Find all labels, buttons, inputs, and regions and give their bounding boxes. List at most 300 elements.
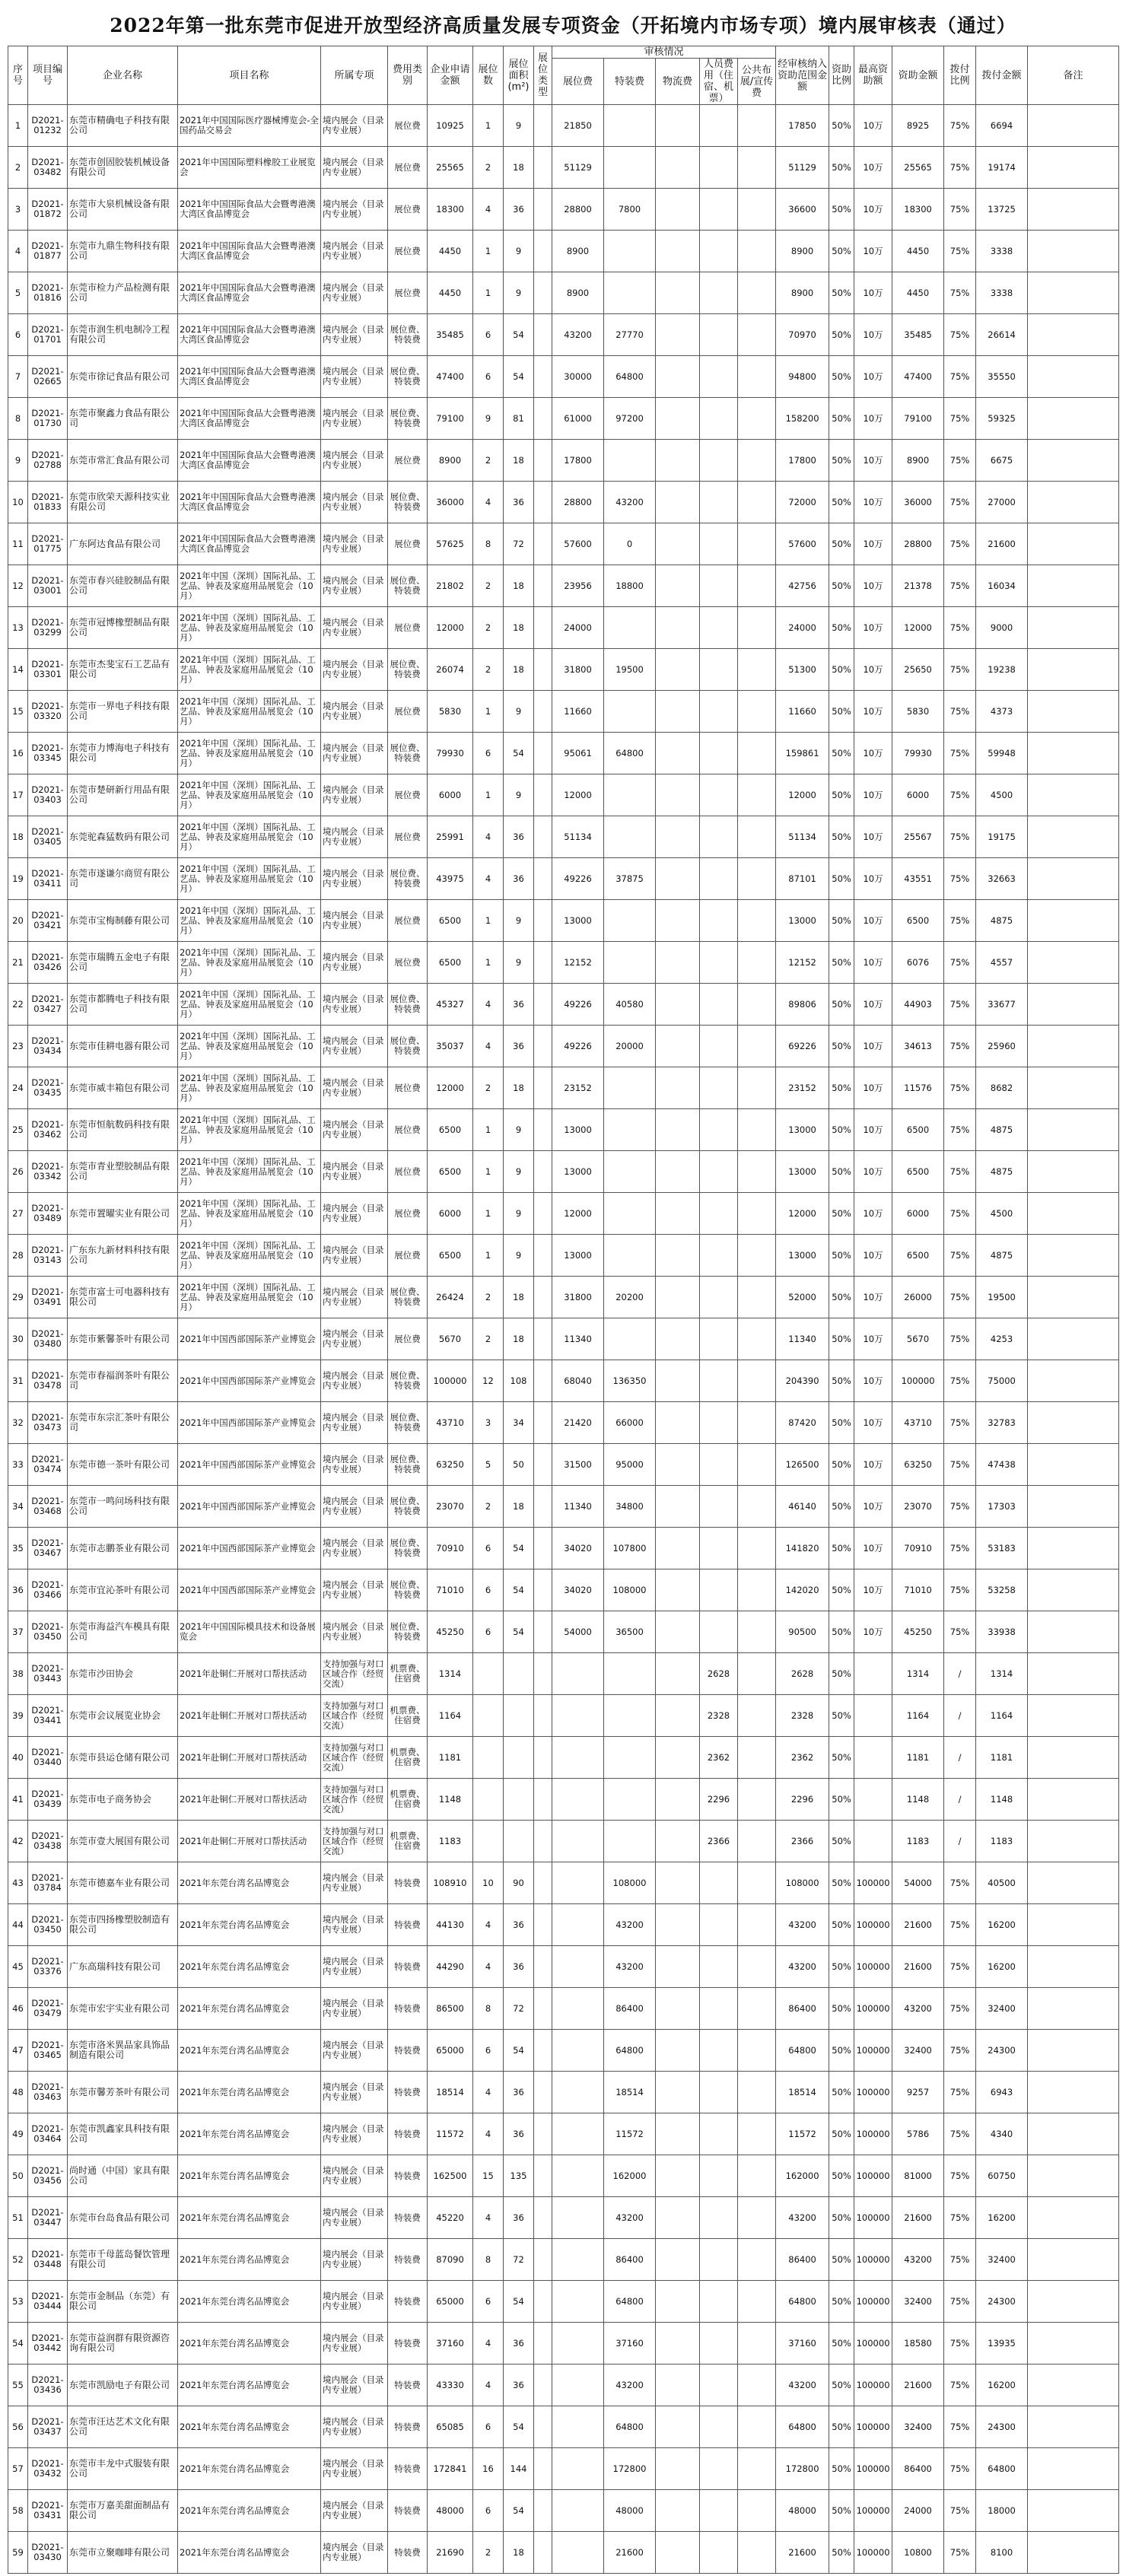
cell-public xyxy=(738,1318,776,1360)
cell-no: 1 xyxy=(8,105,28,147)
cell-booth-type xyxy=(534,1988,552,2030)
cell-project-id: D2021-03439 xyxy=(28,1779,68,1821)
cell-booths: 2 xyxy=(473,607,504,649)
cell-apply-amount: 10925 xyxy=(428,105,473,147)
cell-remark xyxy=(1028,2532,1119,2574)
cell-approved: 87101 xyxy=(776,858,829,900)
cell-alloc-ratio: / xyxy=(944,1737,976,1779)
cell-category: 境内展会（目录内专业展） xyxy=(321,189,388,231)
cell-remark xyxy=(1028,1821,1119,1862)
cell-alloc-amount: 64800 xyxy=(976,2448,1028,2490)
table-row xyxy=(8,231,1119,272)
cell-special-fee: 43200 xyxy=(604,2197,656,2239)
cell-no: 19 xyxy=(8,858,28,900)
cell-personnel xyxy=(700,440,738,482)
cell-special-fee xyxy=(604,105,656,147)
cell-fee-type: 展位费、特装费 xyxy=(388,1277,428,1318)
cell-logistics xyxy=(656,1821,700,1862)
cell-apply-amount: 6500 xyxy=(428,900,473,942)
cell-max: 10万 xyxy=(854,649,892,691)
cell-grant: 79100 xyxy=(892,398,944,440)
cell-ratio: 50% xyxy=(829,733,854,774)
cell-grant: 5830 xyxy=(892,691,944,733)
cell-company: 东莞市宏宇实业有限公司 xyxy=(68,1988,178,2030)
table-row xyxy=(8,733,1119,774)
cell-fee-type: 展位费、特装费 xyxy=(388,1528,428,1569)
cell-booth-type xyxy=(534,523,552,565)
table-row xyxy=(8,314,1119,356)
cell-booths: 1 xyxy=(473,1193,504,1235)
cell-no: 12 xyxy=(8,565,28,607)
cell-category: 境内展会（目录内专业展） xyxy=(321,1528,388,1569)
cell-personnel xyxy=(700,105,738,147)
cell-project-id: D2021-03299 xyxy=(28,607,68,649)
cell-logistics xyxy=(656,816,700,858)
cell-area: 54 xyxy=(504,2281,534,2323)
cell-no: 43 xyxy=(8,1862,28,1904)
cell-remark xyxy=(1028,733,1119,774)
cell-category: 境内展会（目录内专业展） xyxy=(321,2365,388,2406)
cell-personnel xyxy=(700,1486,738,1528)
cell-booth-type xyxy=(534,984,552,1026)
cell-apply-amount: 11572 xyxy=(428,2113,473,2155)
cell-ratio: 50% xyxy=(829,398,854,440)
cell-fee-type: 展位费、特装费 xyxy=(388,1402,428,1444)
cell-project-id: D2021-03427 xyxy=(28,984,68,1026)
cell-personnel xyxy=(700,2365,738,2406)
cell-grant: 35485 xyxy=(892,314,944,356)
header-public: 公共布展/宣传费 xyxy=(738,59,776,105)
cell-approved: 11660 xyxy=(776,691,829,733)
cell-special-fee: 40580 xyxy=(604,984,656,1026)
table-row xyxy=(8,2323,1119,2365)
cell-remark xyxy=(1028,1026,1119,1067)
table-row xyxy=(8,1444,1119,1486)
cell-no: 7 xyxy=(8,356,28,398)
cell-project-id: D2021-03301 xyxy=(28,649,68,691)
cell-apply-amount: 4450 xyxy=(428,231,473,272)
header-booths: 展位数 xyxy=(473,46,504,105)
cell-project-id: D2021-03426 xyxy=(28,942,68,984)
cell-category: 境内展会（目录内专业展） xyxy=(321,2155,388,2197)
cell-category: 境内展会（目录内专业展） xyxy=(321,607,388,649)
cell-alloc-ratio: 75% xyxy=(944,1946,976,1988)
cell-alloc-amount: 47438 xyxy=(976,1444,1028,1486)
cell-project: 2021年中国国际食品大会暨粤港澳大湾区食品博览会 xyxy=(178,482,321,523)
cell-category: 支持加强与对口区域合作（经贸交流） xyxy=(321,1737,388,1779)
cell-approved: 70970 xyxy=(776,314,829,356)
cell-special-fee: 19500 xyxy=(604,649,656,691)
cell-fee-type: 展位费、特装费 xyxy=(388,565,428,607)
cell-ratio: 50% xyxy=(829,858,854,900)
cell-max: 10万 xyxy=(854,482,892,523)
cell-project-id: D2021-03320 xyxy=(28,691,68,733)
cell-fee-type: 特装费 xyxy=(388,2365,428,2406)
cell-public xyxy=(738,942,776,984)
cell-category: 境内展会（目录内专业展） xyxy=(321,774,388,816)
cell-max: 10万 xyxy=(854,1402,892,1444)
cell-alloc-amount: 18000 xyxy=(976,2490,1028,2532)
cell-max: 10万 xyxy=(854,1026,892,1067)
cell-fee-type: 特装费 xyxy=(388,1862,428,1904)
table-row xyxy=(8,482,1119,523)
cell-logistics xyxy=(656,105,700,147)
cell-logistics xyxy=(656,440,700,482)
cell-grant: 54000 xyxy=(892,1862,944,1904)
cell-fee-type: 展位费 xyxy=(388,272,428,314)
cell-no: 17 xyxy=(8,774,28,816)
cell-max: 10万 xyxy=(854,398,892,440)
cell-ratio: 50% xyxy=(829,2281,854,2323)
cell-company: 东莞市冠博橡塑制品有限公司 xyxy=(68,607,178,649)
cell-booths: 4 xyxy=(473,858,504,900)
cell-project: 2021年东莞台湾名品博览会 xyxy=(178,1946,321,1988)
cell-personnel xyxy=(700,2532,738,2574)
cell-approved: 57600 xyxy=(776,523,829,565)
cell-apply-amount: 172841 xyxy=(428,2448,473,2490)
cell-area: 72 xyxy=(504,1988,534,2030)
cell-alloc-ratio: 75% xyxy=(944,1528,976,1569)
cell-category: 境内展会（目录内专业展） xyxy=(321,2448,388,2490)
cell-alloc-amount: 4875 xyxy=(976,1235,1028,1277)
cell-project: 2021年赴铜仁开展对口帮扶活动 xyxy=(178,1779,321,1821)
cell-ratio: 50% xyxy=(829,1067,854,1109)
cell-project-id: D2021-01730 xyxy=(28,398,68,440)
cell-fee-type: 展位费、特装费 xyxy=(388,1444,428,1486)
cell-max: 10万 xyxy=(854,1444,892,1486)
cell-company: 东莞市精确电子科技有限公司 xyxy=(68,105,178,147)
cell-project-id: D2021-03438 xyxy=(28,1821,68,1862)
cell-alloc-ratio: 75% xyxy=(944,231,976,272)
cell-approved: 89806 xyxy=(776,984,829,1026)
cell-category: 境内展会（目录内专业展） xyxy=(321,2113,388,2155)
cell-remark xyxy=(1028,440,1119,482)
cell-category: 境内展会（目录内专业展） xyxy=(321,2490,388,2532)
cell-booth-type xyxy=(534,1695,552,1737)
cell-logistics xyxy=(656,1946,700,1988)
cell-booth-fee: 23956 xyxy=(552,565,604,607)
cell-alloc-ratio: 75% xyxy=(944,1988,976,2030)
cell-max: 10万 xyxy=(854,607,892,649)
cell-alloc-ratio: 75% xyxy=(944,1277,976,1318)
cell-alloc-amount: 13935 xyxy=(976,2323,1028,2365)
cell-logistics xyxy=(656,2197,700,2239)
cell-apply-amount: 35485 xyxy=(428,314,473,356)
table-row xyxy=(8,189,1119,231)
cell-grant: 18300 xyxy=(892,189,944,231)
cell-fee-type: 机票费、住宿费 xyxy=(388,1737,428,1779)
cell-booth-type xyxy=(534,1946,552,1988)
cell-project: 2021年东莞台湾名品博览会 xyxy=(178,1862,321,1904)
cell-booth-type xyxy=(534,2448,552,2490)
cell-grant: 8925 xyxy=(892,105,944,147)
cell-remark xyxy=(1028,1277,1119,1318)
cell-area: 54 xyxy=(504,2406,534,2448)
cell-project: 2021年赴铜仁开展对口帮扶活动 xyxy=(178,1821,321,1862)
cell-fee-type: 特装费 xyxy=(388,2448,428,2490)
cell-alloc-ratio: 75% xyxy=(944,1611,976,1653)
cell-company: 东莞市杰斐宝石工艺品有限公司 xyxy=(68,649,178,691)
cell-remark xyxy=(1028,523,1119,565)
cell-booths: 4 xyxy=(473,1026,504,1067)
cell-company: 东莞市沙田协会 xyxy=(68,1653,178,1695)
cell-project: 2021年赴铜仁开展对口帮扶活动 xyxy=(178,1695,321,1737)
cell-logistics xyxy=(656,1402,700,1444)
cell-alloc-ratio: 75% xyxy=(944,1193,976,1235)
cell-alloc-amount: 4340 xyxy=(976,2113,1028,2155)
cell-logistics xyxy=(656,1067,700,1109)
cell-logistics xyxy=(656,1737,700,1779)
cell-apply-amount: 1183 xyxy=(428,1821,473,1862)
cell-grant: 25567 xyxy=(892,816,944,858)
header-company: 企业名称 xyxy=(68,46,178,105)
cell-logistics xyxy=(656,900,700,942)
cell-special-fee: 162000 xyxy=(604,2155,656,2197)
cell-approved: 11572 xyxy=(776,2113,829,2155)
cell-logistics xyxy=(656,2448,700,2490)
cell-booths: 4 xyxy=(473,2072,504,2113)
cell-alloc-ratio: / xyxy=(944,1695,976,1737)
cell-company: 东莞市汪达艺术文化有限公司 xyxy=(68,2406,178,2448)
cell-ratio: 50% xyxy=(829,649,854,691)
cell-project: 2021年中国西部国际茶产业博览会 xyxy=(178,1402,321,1444)
cell-category: 境内展会（目录内专业展） xyxy=(321,1862,388,1904)
cell-max: 100000 xyxy=(854,1862,892,1904)
cell-apply-amount: 6500 xyxy=(428,942,473,984)
cell-project: 2021年中国（深圳）国际礼品、工艺品、钟表及家庭用品展览会（10月） xyxy=(178,858,321,900)
cell-special-fee xyxy=(604,1235,656,1277)
cell-category: 境内展会（目录内专业展） xyxy=(321,356,388,398)
cell-remark xyxy=(1028,607,1119,649)
cell-approved: 51300 xyxy=(776,649,829,691)
cell-booth-fee: 28800 xyxy=(552,482,604,523)
cell-category: 境内展会（目录内专业展） xyxy=(321,858,388,900)
cell-booths: 6 xyxy=(473,1611,504,1653)
cell-special-fee: 95000 xyxy=(604,1444,656,1486)
cell-public xyxy=(738,2490,776,2532)
cell-booth-type xyxy=(534,356,552,398)
header-project-id: 项目编号 xyxy=(28,46,68,105)
cell-special-fee xyxy=(604,1695,656,1737)
cell-remark xyxy=(1028,1695,1119,1737)
cell-alloc-ratio: 75% xyxy=(944,1318,976,1360)
cell-remark xyxy=(1028,314,1119,356)
cell-ratio: 50% xyxy=(829,984,854,1026)
cell-booth-fee: 31800 xyxy=(552,1277,604,1318)
cell-approved: 87420 xyxy=(776,1402,829,1444)
cell-special-fee: 64800 xyxy=(604,733,656,774)
cell-logistics xyxy=(656,942,700,984)
cell-public xyxy=(738,607,776,649)
cell-apply-amount: 21802 xyxy=(428,565,473,607)
cell-no: 36 xyxy=(8,1569,28,1611)
cell-personnel xyxy=(700,2406,738,2448)
cell-public xyxy=(738,2406,776,2448)
cell-logistics xyxy=(656,649,700,691)
cell-personnel xyxy=(700,1277,738,1318)
cell-remark xyxy=(1028,1402,1119,1444)
header-max: 最高资助额 xyxy=(854,46,892,105)
cell-no: 29 xyxy=(8,1277,28,1318)
cell-alloc-ratio: 75% xyxy=(944,900,976,942)
cell-apply-amount: 5830 xyxy=(428,691,473,733)
cell-alloc-amount: 21600 xyxy=(976,523,1028,565)
cell-max xyxy=(854,1821,892,1862)
cell-approved: 46140 xyxy=(776,1486,829,1528)
cell-alloc-amount: 6675 xyxy=(976,440,1028,482)
cell-fee-type: 特装费 xyxy=(388,1988,428,2030)
cell-apply-amount: 43975 xyxy=(428,858,473,900)
cell-category: 境内展会（目录内专业展） xyxy=(321,1486,388,1528)
cell-no: 28 xyxy=(8,1235,28,1277)
cell-booth-fee xyxy=(552,1779,604,1821)
cell-booth-type xyxy=(534,1569,552,1611)
cell-apply-amount: 25565 xyxy=(428,147,473,189)
cell-logistics xyxy=(656,272,700,314)
cell-remark xyxy=(1028,1109,1119,1151)
cell-approved: 43200 xyxy=(776,1946,829,1988)
cell-approved: 204390 xyxy=(776,1360,829,1402)
cell-company: 东莞市台岛食品有限公司 xyxy=(68,2197,178,2239)
cell-booths: 2 xyxy=(473,565,504,607)
cell-grant: 21600 xyxy=(892,1904,944,1946)
cell-no: 6 xyxy=(8,314,28,356)
cell-no: 4 xyxy=(8,231,28,272)
cell-booth-type xyxy=(534,2323,552,2365)
cell-category: 支持加强与对口区域合作（经贸交流） xyxy=(321,1779,388,1821)
cell-alloc-ratio: 75% xyxy=(944,1486,976,1528)
table-row xyxy=(8,565,1119,607)
cell-category: 境内展会（目录内专业展） xyxy=(321,1402,388,1444)
cell-booths: 6 xyxy=(473,2490,504,2532)
cell-company: 东莞市大泉机械设备有限公司 xyxy=(68,189,178,231)
table-row xyxy=(8,1737,1119,1779)
cell-logistics xyxy=(656,2072,700,2113)
cell-personnel: 2362 xyxy=(700,1737,738,1779)
cell-max: 10万 xyxy=(854,900,892,942)
cell-project: 2021年赴铜仁开展对口帮扶活动 xyxy=(178,1737,321,1779)
cell-logistics xyxy=(656,1862,700,1904)
cell-ratio: 50% xyxy=(829,1569,854,1611)
cell-no: 32 xyxy=(8,1402,28,1444)
cell-approved: 2328 xyxy=(776,1695,829,1737)
cell-area xyxy=(504,1653,534,1695)
cell-logistics xyxy=(656,482,700,523)
cell-logistics xyxy=(656,984,700,1026)
cell-special-fee: 64800 xyxy=(604,2281,656,2323)
cell-project: 2021年中国（深圳）国际礼品、工艺品、钟表及家庭用品展览会（10月） xyxy=(178,942,321,984)
header-grant: 资助金额 xyxy=(892,46,944,105)
cell-booths: 6 xyxy=(473,314,504,356)
cell-max: 10万 xyxy=(854,733,892,774)
cell-logistics xyxy=(656,1695,700,1737)
cell-booth-fee: 17800 xyxy=(552,440,604,482)
cell-alloc-amount: 8682 xyxy=(976,1067,1028,1109)
cell-grant: 26000 xyxy=(892,1277,944,1318)
table-row xyxy=(8,1277,1119,1318)
cell-project-id: D2021-03443 xyxy=(28,1653,68,1695)
cell-booth-type xyxy=(534,942,552,984)
cell-remark xyxy=(1028,816,1119,858)
cell-ratio: 50% xyxy=(829,482,854,523)
cell-booths: 9 xyxy=(473,398,504,440)
table-row xyxy=(8,1862,1119,1904)
cell-fee-type: 展位费 xyxy=(388,816,428,858)
cell-fee-type: 展位费 xyxy=(388,1318,428,1360)
cell-max: 10万 xyxy=(854,1193,892,1235)
cell-ratio: 50% xyxy=(829,816,854,858)
cell-project: 2021年东莞台湾名品博览会 xyxy=(178,1904,321,1946)
cell-booth-fee: 13000 xyxy=(552,900,604,942)
cell-booth-fee: 49226 xyxy=(552,1026,604,1067)
cell-special-fee: 37160 xyxy=(604,2323,656,2365)
cell-max: 100000 xyxy=(854,2323,892,2365)
cell-max: 10万 xyxy=(854,356,892,398)
cell-alloc-amount: 4557 xyxy=(976,942,1028,984)
cell-area: 18 xyxy=(504,565,534,607)
cell-grant: 1164 xyxy=(892,1695,944,1737)
cell-approved: 51134 xyxy=(776,816,829,858)
cell-project: 2021年中国（深圳）国际礼品、工艺品、钟表及家庭用品展览会（10月） xyxy=(178,900,321,942)
cell-public xyxy=(738,2113,776,2155)
cell-project-id: D2021-03462 xyxy=(28,1109,68,1151)
cell-company: 东莞市润生机电制冷工程有限公司 xyxy=(68,314,178,356)
cell-approved: 158200 xyxy=(776,398,829,440)
cell-alloc-ratio: 75% xyxy=(944,356,976,398)
cell-alloc-amount: 16200 xyxy=(976,2197,1028,2239)
cell-grant: 32400 xyxy=(892,2030,944,2072)
cell-fee-type: 展位费 xyxy=(388,691,428,733)
cell-grant: 63250 xyxy=(892,1444,944,1486)
cell-apply-amount: 79930 xyxy=(428,733,473,774)
cell-area: 36 xyxy=(504,1904,534,1946)
cell-area: 9 xyxy=(504,272,534,314)
cell-project-id: D2021-03403 xyxy=(28,774,68,816)
cell-public xyxy=(738,2448,776,2490)
cell-booth-type xyxy=(534,1444,552,1486)
cell-approved: 43200 xyxy=(776,1904,829,1946)
cell-area: 144 xyxy=(504,2448,534,2490)
cell-booth-fee xyxy=(552,1737,604,1779)
cell-alloc-ratio: 75% xyxy=(944,1904,976,1946)
cell-booths: 4 xyxy=(473,2365,504,2406)
cell-area: 90 xyxy=(504,1862,534,1904)
cell-logistics xyxy=(656,1569,700,1611)
cell-booths xyxy=(473,1695,504,1737)
cell-fee-type: 展位费、特装费 xyxy=(388,1569,428,1611)
cell-alloc-amount: 4875 xyxy=(976,900,1028,942)
cell-grant: 1314 xyxy=(892,1653,944,1695)
cell-booth-type xyxy=(534,231,552,272)
cell-area: 54 xyxy=(504,733,534,774)
cell-grant: 23070 xyxy=(892,1486,944,1528)
cell-remark xyxy=(1028,1151,1119,1193)
cell-booth-type xyxy=(534,440,552,482)
cell-alloc-ratio: 75% xyxy=(944,2030,976,2072)
cell-remark xyxy=(1028,2406,1119,2448)
cell-personnel: 2628 xyxy=(700,1653,738,1695)
cell-company: 东莞驼森猛数码有限公司 xyxy=(68,816,178,858)
cell-booth-type xyxy=(534,2490,552,2532)
cell-project-id: D2021-03441 xyxy=(28,1695,68,1737)
cell-approved: 23152 xyxy=(776,1067,829,1109)
cell-grant: 6000 xyxy=(892,774,944,816)
cell-area: 36 xyxy=(504,2072,534,2113)
cell-alloc-ratio: / xyxy=(944,1779,976,1821)
cell-remark xyxy=(1028,272,1119,314)
cell-booth-fee xyxy=(552,2239,604,2281)
cell-booths: 2 xyxy=(473,1277,504,1318)
